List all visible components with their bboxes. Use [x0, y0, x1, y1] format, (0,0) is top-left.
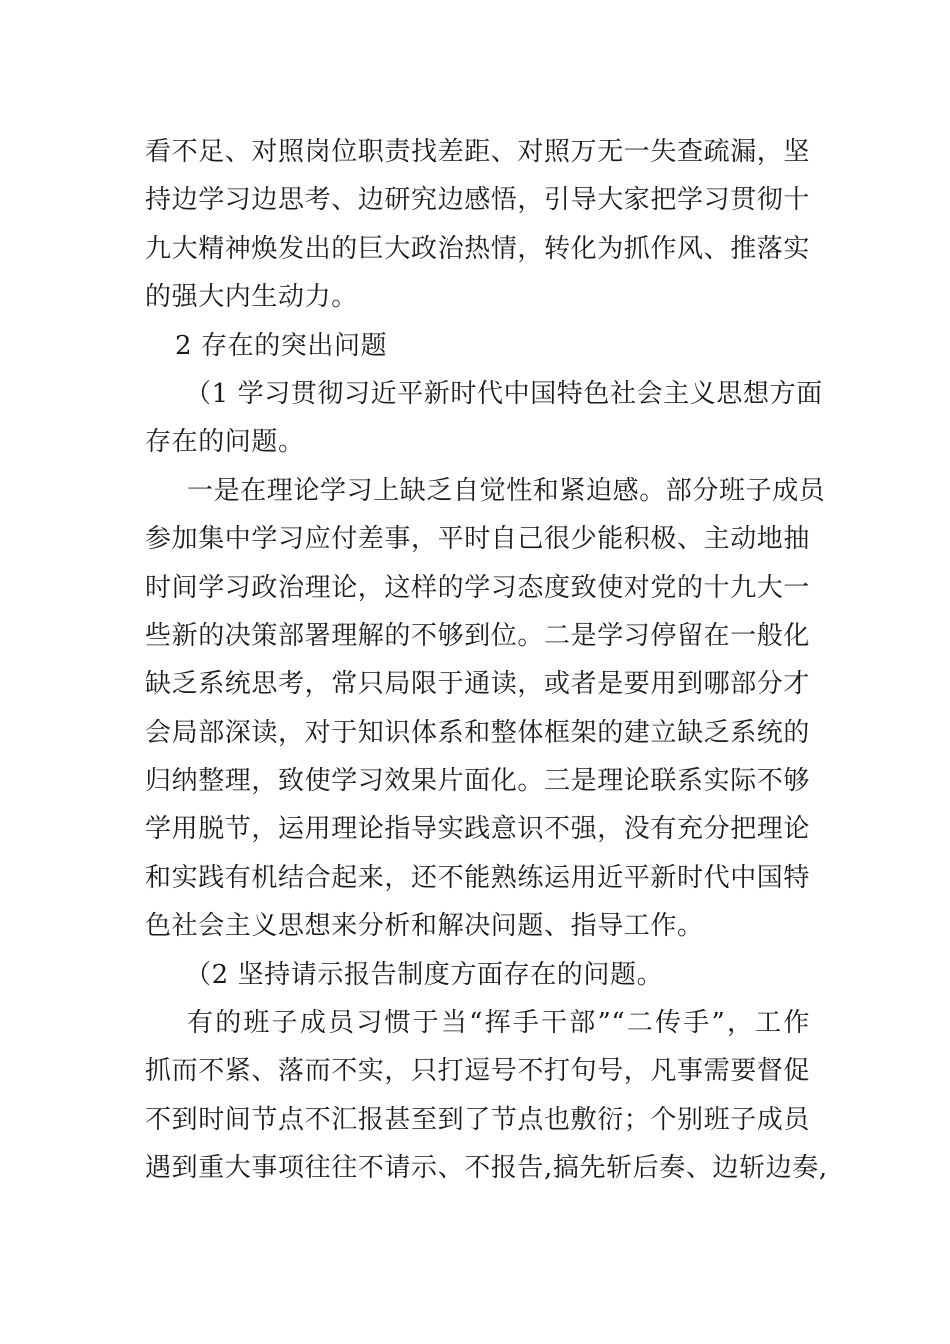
- subsection-heading: （2 坚持请示报告制度方面存在的问题。: [185, 959, 664, 990]
- text-line: 会局部深读，对于知识体系和整体框架的建立缺乏系统的: [145, 717, 811, 748]
- text-line: 看不足、对照岗位职责找差距、对照万无一失查疏漏，坚: [145, 137, 811, 167]
- subsection-heading: （1 学习贯彻习近平新时代中国特色社会主义思想方面: [185, 378, 823, 409]
- text-line: 不到时间节点不汇报甚至到了节点也敷衍；个别班子成员: [145, 1104, 811, 1135]
- text-line: 归纳整理，致使学习效果片面化。三是理论联系实际不够: [145, 766, 811, 797]
- text-line: 存在的问题。: [145, 427, 305, 458]
- section-heading: 2 存在的突出问题: [175, 330, 388, 361]
- text-line: 些新的决策部署理解的不够到位。二是学习停留在一般化: [145, 620, 811, 651]
- document-body: [145, 128, 828, 1193]
- text-line: 缺乏系统思考，常只局限于通读，或者是要用到哪部分才: [145, 669, 811, 700]
- paragraph-start-line: 一是在理论学习上缺乏自觉性和紧迫感。部分班子成员: [187, 475, 826, 506]
- text-line: 九大精神焕发出的巨大政治热情，转化为抓作风、推落实: [145, 233, 811, 264]
- text-line: 学用脱节，运用理论指导实践意识不强，没有充分把理论: [145, 814, 811, 845]
- paragraph-start-line: 有的班子成员习惯于当“挥手干部”“二传手”，工作: [187, 1008, 810, 1039]
- text-line: 参加集中学习应付差事，平时自己很少能积极、主动地抽: [145, 524, 811, 555]
- text-line: 的强大内生动力。: [145, 282, 358, 313]
- text-line: 持边学习边思考、边研究边感悟，引导大家把学习贯彻十: [145, 185, 811, 216]
- text-line: 遇到重大事项往往不请示、不报告,搞先斩后奏、边斩边奏,: [145, 1153, 828, 1184]
- text-line: 和实践有机结合起来，还不能熟练运用近平新时代中国特: [145, 862, 811, 893]
- text-line: 时间学习政治理论，这样的学习态度致使对党的十九大一: [145, 572, 811, 603]
- text-line: 抓而不紧、落而不实，只打逗号不打句号，凡事需要督促: [145, 1056, 811, 1087]
- text-line: 色社会主义思想来分析和解决问题、指导工作。: [145, 911, 704, 942]
